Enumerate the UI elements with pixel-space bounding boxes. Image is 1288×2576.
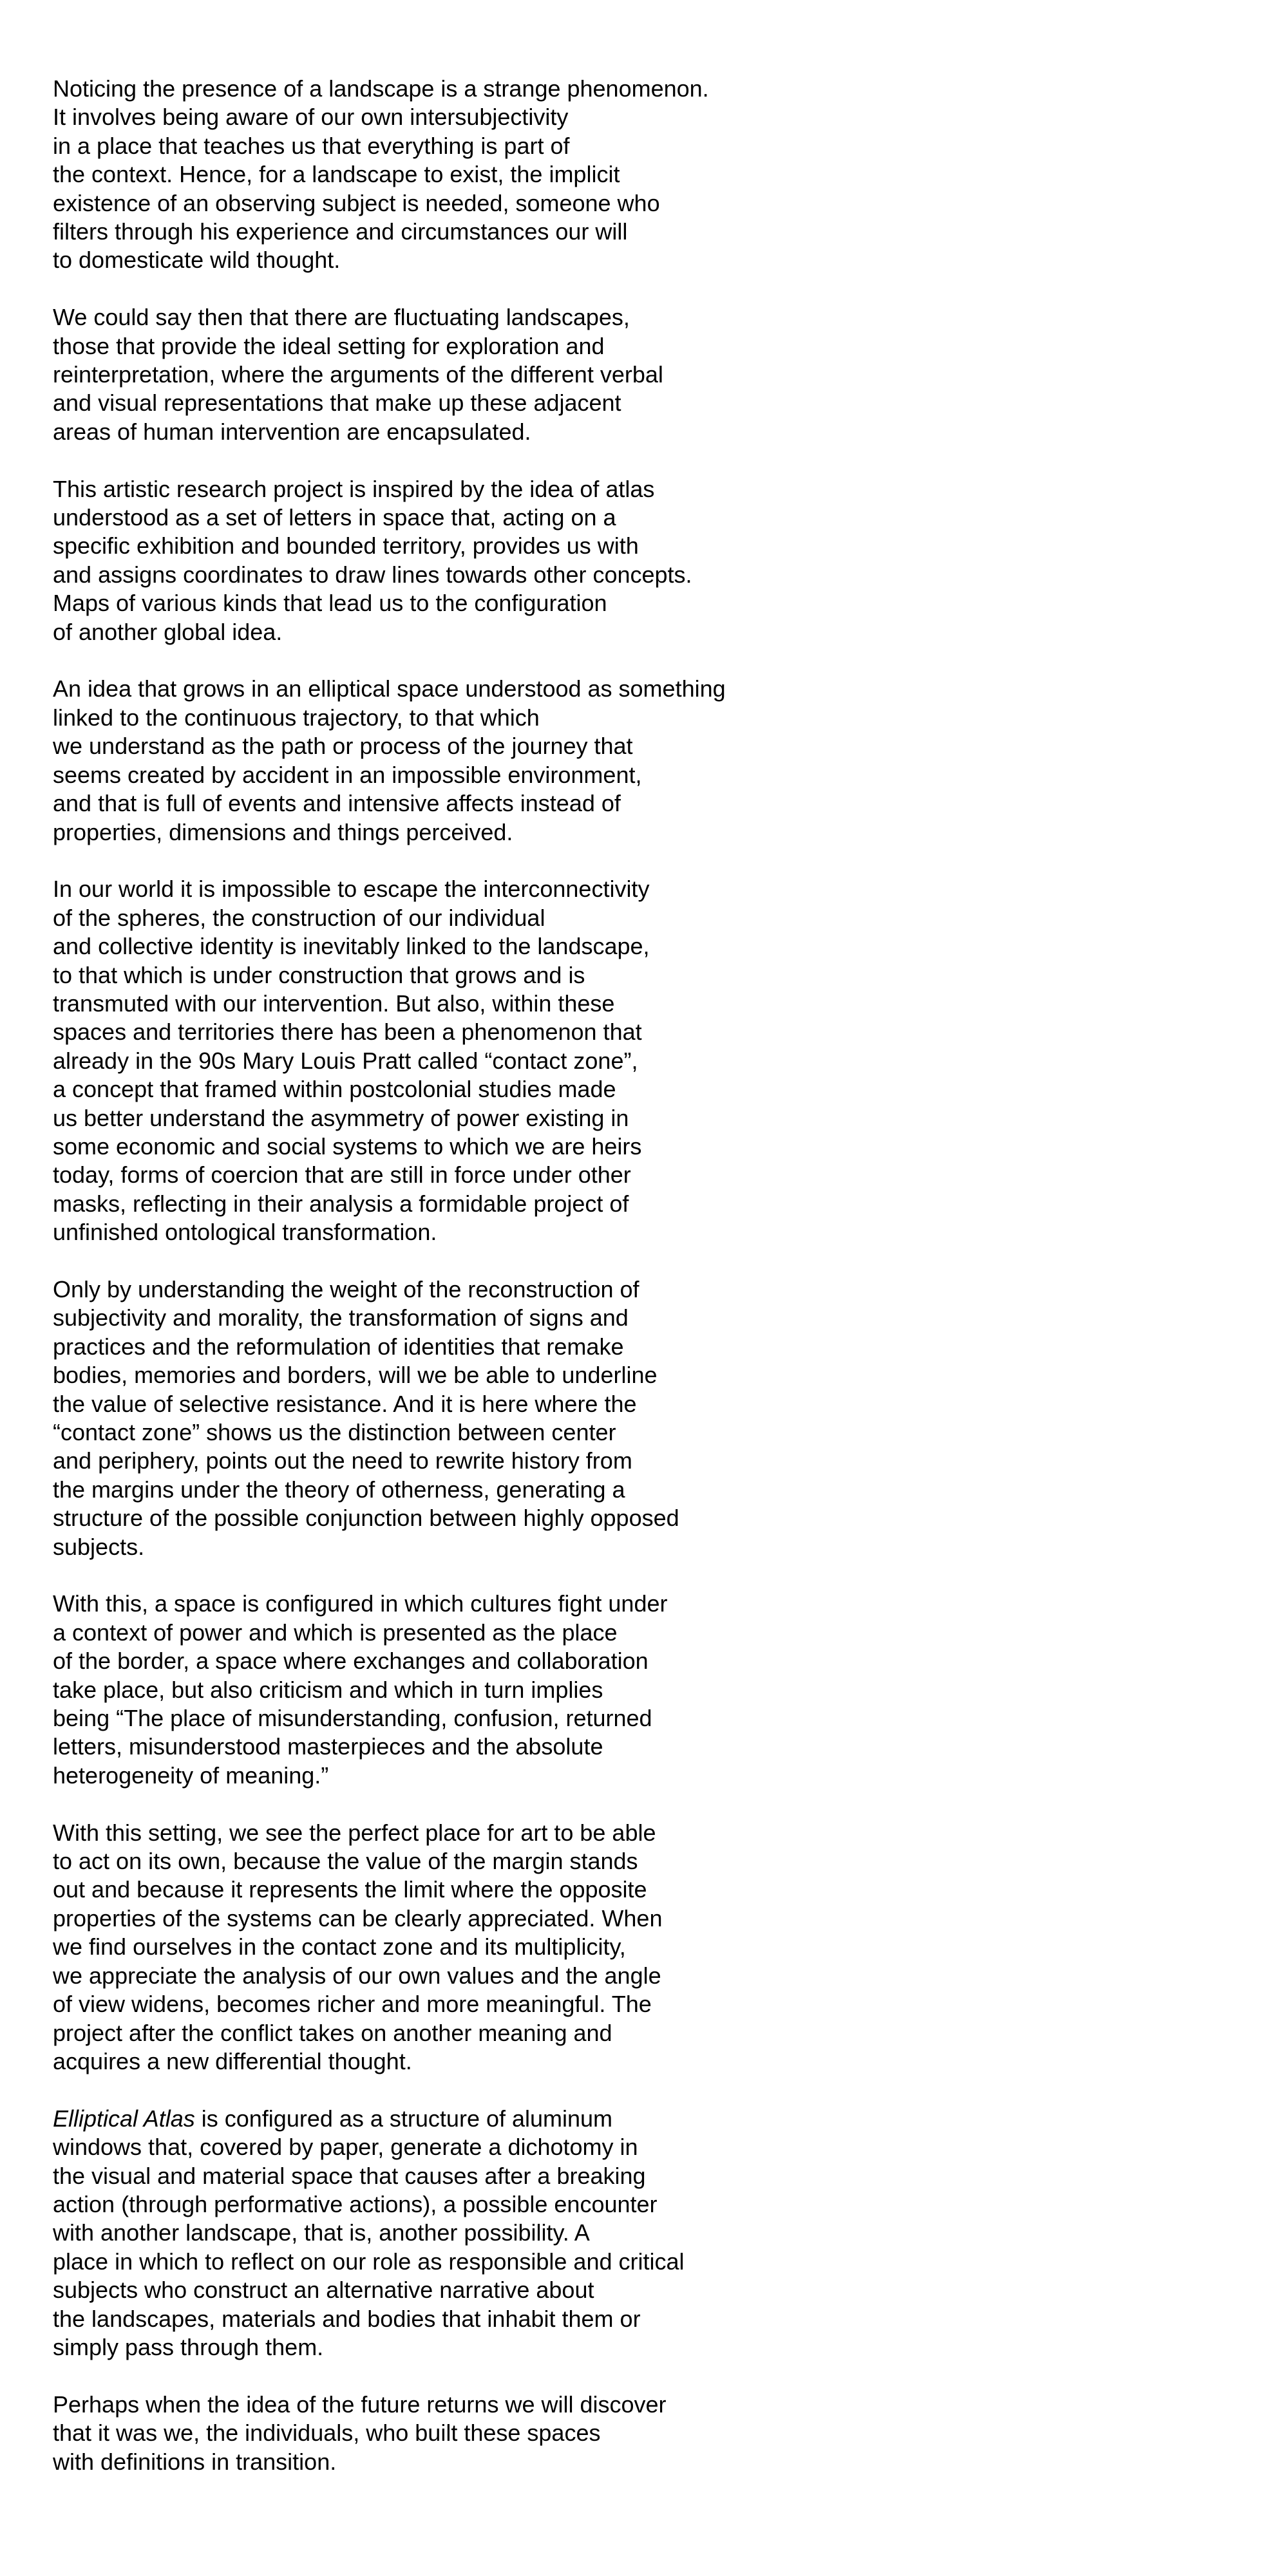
text-line: take place, but also criticism and which in turn implies [53, 1676, 603, 1703]
text-line: linked to the continuous trajectory, to that which [53, 704, 540, 731]
text-line: specific exhibition and bounded territory, provides us with [53, 532, 639, 559]
text-line: windows that, covered by paper, generate a dichotomy in [53, 2134, 638, 2161]
text-line: In our world it is impossible to escape the interconnectivity [53, 876, 650, 903]
text-line: the landscapes, materials and bodies that inhabit them or [53, 2305, 641, 2332]
text-line: properties, dimensions and things perceived. [53, 818, 513, 845]
text-line: This artistic research project is inspired by the idea of atlas [53, 475, 655, 502]
paragraph [53, 303, 726, 446]
text-line: transmuted with our intervention. But also, within these [53, 990, 615, 1017]
text-line: simply pass through them. [53, 2333, 324, 2360]
text-line: the visual and material space that causes after a breaking [53, 2162, 646, 2189]
text-line: out and because it represents the limit where the opposite [53, 1876, 647, 1903]
essay-body [53, 75, 726, 2505]
text-line: and assigns coordinates to draw lines towards other concepts. [53, 561, 692, 588]
text-line: It involves being aware of our own intersubjectivity [53, 104, 569, 131]
text-line: acquires a new differential thought. [53, 2047, 412, 2074]
text-line: We could say then that there are fluctuating landscapes, [53, 304, 630, 331]
text-line: “contact zone” shows us the distinction between center [53, 1419, 616, 1446]
text-line: subjects who construct an alternative narrative about [53, 2277, 594, 2304]
paragraph [53, 1819, 726, 2076]
text-line: seems created by accident in an impossible environment, [53, 761, 642, 788]
text-line: in a place that teaches us that everything is part of [53, 132, 570, 159]
text-line: reinterpretation, where the arguments of the different verbal [53, 361, 663, 388]
text-line: the context. Hence, for a landscape to exist, the implicit [53, 161, 620, 188]
text-line: to act on its own, because the value of the margin stands [53, 1848, 638, 1875]
text-line: An idea that grows in an elliptical space understood as something [53, 675, 726, 702]
text-line: existence of an observing subject is needed, someone who [53, 189, 660, 216]
text-line: Perhaps when the idea of the future returns we will discover [53, 2391, 667, 2418]
text-line: the margins under the theory of otherness, generating a [53, 1476, 625, 1503]
text-line: those that provide the ideal setting for exploration and [53, 332, 605, 359]
paragraph [53, 875, 726, 1246]
text-line: of the spheres, the construction of our individual [53, 904, 545, 931]
paragraph [53, 2391, 726, 2476]
paragraph [53, 475, 726, 646]
paragraph [53, 75, 726, 275]
text-line: Maps of various kinds that lead us to the configuration [53, 590, 607, 617]
text-line: masks, reflecting in their analysis a formidable project of [53, 1190, 629, 1217]
text-line: a context of power and which is presented as the place [53, 1619, 618, 1646]
text-line: properties of the systems can be clearly appreciated. When [53, 1904, 663, 1932]
text-line: subjectivity and morality, the transformation of signs and [53, 1304, 629, 1331]
text-fragment: is configured as a structure of aluminum [194, 2105, 613, 2132]
text-line: to domesticate wild thought. [53, 247, 341, 274]
text-line: practices and the reformulation of identities that remake [53, 1333, 624, 1360]
text-line: today, forms of coercion that are still in force under other [53, 1161, 631, 1189]
text-line: already in the 90s Mary Louis Pratt called “contact zone”, [53, 1047, 638, 1074]
text-line: understood as a set of letters in space that, acting on a [53, 504, 616, 531]
text-line: areas of human intervention are encapsulated. [53, 418, 531, 445]
text-line: Only by understanding the weight of the reconstruction of [53, 1275, 639, 1302]
text-line: and that is full of events and intensive affects instead of [53, 790, 621, 817]
text-line: and collective identity is inevitably linked to the landscape, [53, 933, 650, 960]
text-line: spaces and territories there has been a phenomenon that [53, 1019, 642, 1046]
text-line: being “The place of misunderstanding, confusion, returned [53, 1705, 652, 1732]
text-line: a concept that framed within postcolonial studies made [53, 1076, 616, 1103]
text-line: of the border, a space where exchanges and collaboration [53, 1648, 649, 1675]
paragraph [53, 1275, 726, 1561]
text-line: we find ourselves in the contact zone and its multiplicity, [53, 1933, 626, 1960]
text-line: place in which to reflect on our role as responsible and critical [53, 2248, 685, 2275]
text-line: some economic and social systems to which we are heirs [53, 1133, 642, 1160]
text-line: With this, a space is configured in which cultures fight under [53, 1590, 668, 1617]
text-line [53, 2105, 726, 2133]
text-line: structure of the possible conjunction between highly opposed [53, 1505, 679, 1532]
text-line: filters through his experience and circumstances our will [53, 218, 628, 245]
text-line: letters, misunderstood masterpieces and the absolute [53, 1733, 603, 1760]
text-line: subjects. [53, 1533, 145, 1560]
paragraph [53, 1590, 726, 1790]
text-line: With this setting, we see the perfect place for art to be able [53, 1819, 656, 1846]
text-line: that it was we, the individuals, who built these spaces [53, 2420, 601, 2447]
text-line: action (through performative actions), a possible encounter [53, 2190, 658, 2217]
paragraph [53, 675, 726, 846]
text-line: with definitions in transition. [53, 2448, 337, 2475]
text-line: project after the conflict takes on another meaning and [53, 2019, 612, 2046]
text-line: with another landscape, that is, another possibility. A [53, 2219, 590, 2246]
text-line: bodies, memories and borders, will we be able to underline [53, 1362, 658, 1389]
work-title: Elliptical Atlas [53, 2105, 195, 2132]
text-line: we understand as the path or process of the journey that [53, 733, 633, 760]
text-line: the value of selective resistance. And it is here where the [53, 1390, 637, 1417]
text-line: and periphery, points out the need to rewrite history from [53, 1447, 632, 1474]
paragraph [53, 2105, 726, 2362]
text-line: we appreciate the analysis of our own values and the angle [53, 1962, 661, 1989]
text-line: of another global idea. [53, 618, 283, 645]
text-line: to that which is under construction that grows and is [53, 961, 585, 988]
text-line: us better understand the asymmetry of power existing in [53, 1104, 629, 1131]
text-line: heterogeneity of meaning.” [53, 1762, 329, 1789]
text-line: Noticing the presence of a landscape is a strange phenomenon. [53, 75, 709, 102]
text-line: of view widens, becomes richer and more meaningful. The [53, 1991, 652, 2018]
text-line: unfinished ontological transformation. [53, 1219, 437, 1246]
text-line: and visual representations that make up these adjacent [53, 390, 621, 417]
